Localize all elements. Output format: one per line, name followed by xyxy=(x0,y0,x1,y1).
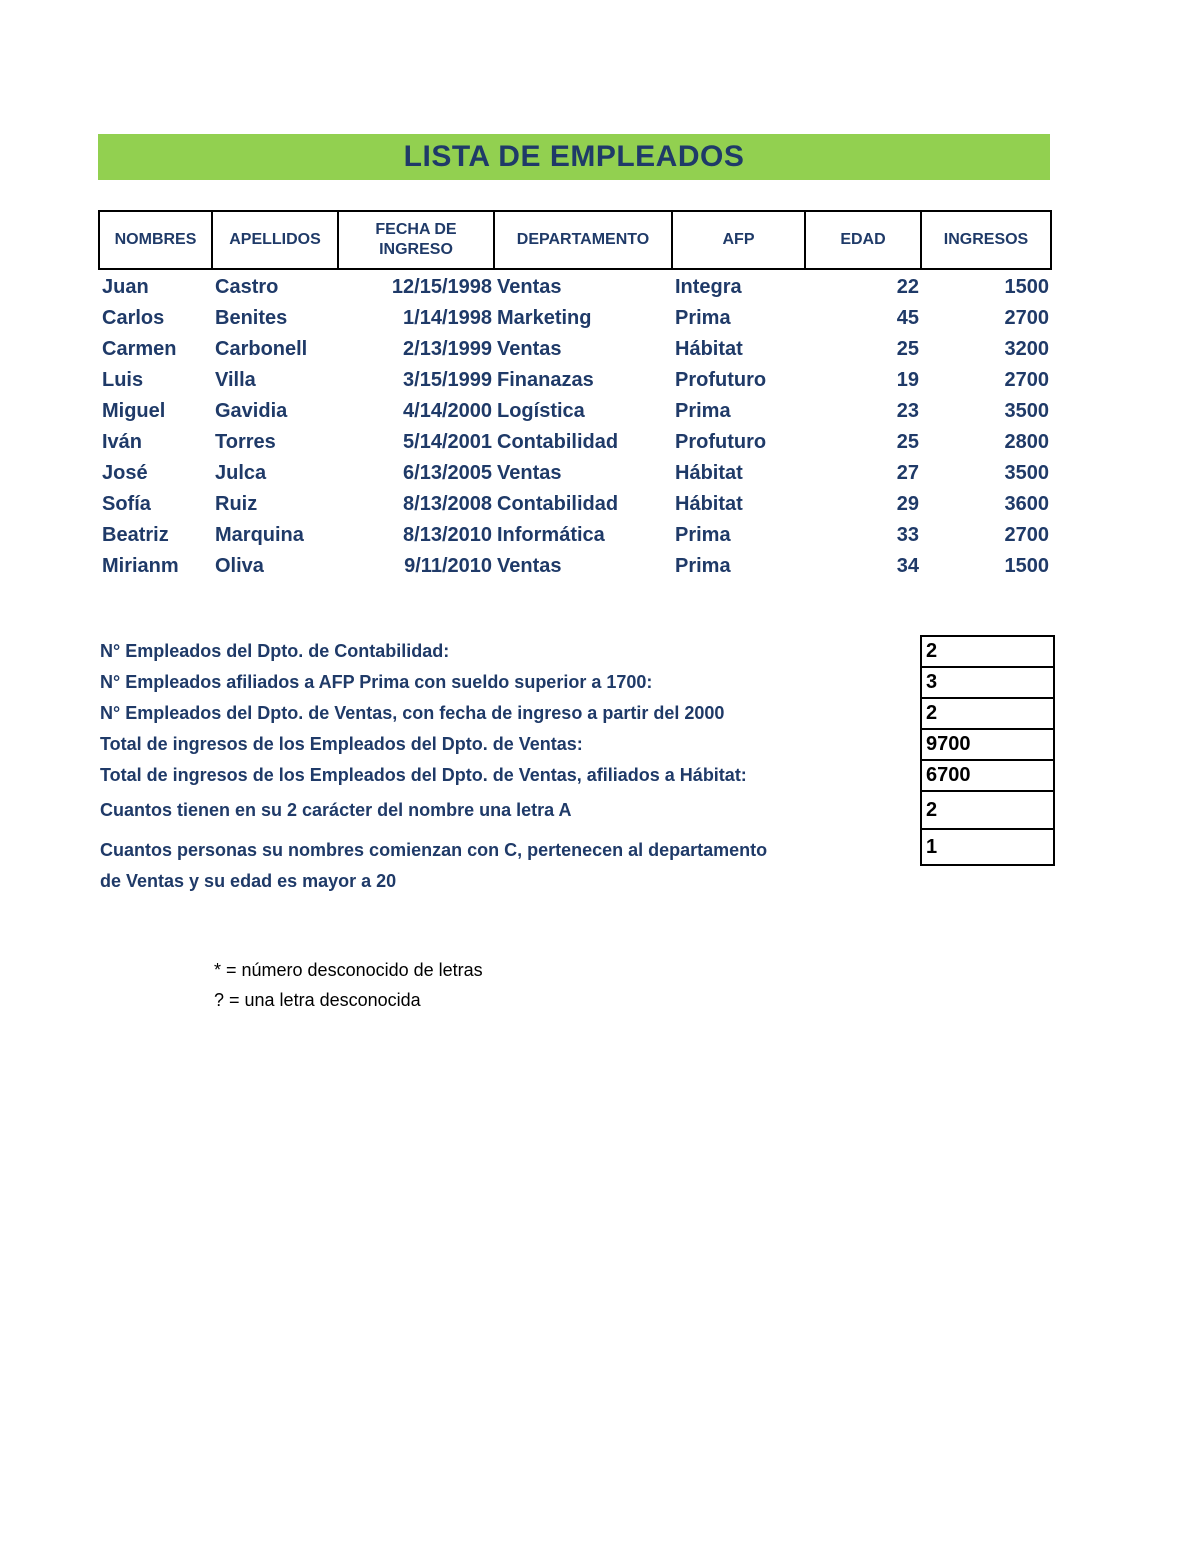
cell-afp[interactable]: Prima xyxy=(675,555,731,577)
cell-afp[interactable]: Prima xyxy=(675,400,731,422)
cell-ingresos[interactable]: 1500 xyxy=(1004,276,1049,298)
header-departamento: DEPARTAMENTO xyxy=(494,211,672,269)
cell-apellido[interactable]: Marquina xyxy=(215,524,304,546)
question-label-multiline xyxy=(100,829,900,897)
table-row xyxy=(99,365,1051,396)
cell-nombre[interactable]: Mirianm xyxy=(102,555,179,577)
table-row xyxy=(99,303,1051,334)
cell-apellido[interactable]: Carbonell xyxy=(215,338,308,360)
cell-afp[interactable]: Hábitat xyxy=(675,493,743,515)
question-label: N° Empleados del Dpto. de Ventas, con fecha de ingreso a partir del 2000 xyxy=(100,703,725,723)
cell-fecha[interactable]: 6/13/2005 xyxy=(403,462,492,484)
cell-departamento[interactable]: Contabilidad xyxy=(497,431,619,453)
cell-ingresos[interactable]: 1500 xyxy=(1004,555,1049,577)
cell-departamento[interactable]: Ventas xyxy=(497,276,562,298)
header-row xyxy=(99,211,1051,269)
question-label: N° Empleados del Dpto. de Contabilidad: xyxy=(100,641,450,661)
cell-nombre[interactable]: José xyxy=(102,462,148,484)
table-row xyxy=(99,520,1051,551)
cell-apellido[interactable]: Castro xyxy=(215,276,279,298)
question-label: N° Empleados afiliados a AFP Prima con sueldo superior a 1700: xyxy=(100,672,653,692)
cell-apellido[interactable]: Oliva xyxy=(215,555,264,577)
cell-departamento[interactable]: Logística xyxy=(497,400,585,422)
cell-departamento[interactable]: Ventas xyxy=(497,555,562,577)
legend-asterisk: * = número desconocido de letras xyxy=(214,960,483,980)
cell-edad[interactable]: 34 xyxy=(896,555,919,577)
header-edad: EDAD xyxy=(805,211,921,269)
cell-nombre[interactable]: Carlos xyxy=(102,307,165,329)
cell-afp[interactable]: Hábitat xyxy=(675,338,743,360)
cell-edad[interactable]: 25 xyxy=(896,338,919,360)
answer-cell[interactable]: 2 xyxy=(922,792,1053,830)
table-row xyxy=(99,489,1051,520)
cell-afp[interactable]: Prima xyxy=(675,307,731,329)
cell-edad[interactable]: 33 xyxy=(896,524,919,546)
cell-nombre[interactable]: Beatriz xyxy=(102,524,169,546)
cell-nombre[interactable]: Juan xyxy=(102,276,149,298)
table-row xyxy=(99,396,1051,427)
answer-cell[interactable]: 9700 xyxy=(922,730,1053,761)
cell-ingresos[interactable]: 3600 xyxy=(1004,493,1049,515)
questions-list xyxy=(100,636,900,897)
cell-fecha[interactable]: 1/14/1998 xyxy=(403,307,492,329)
header-ingresos: INGRESOS xyxy=(921,211,1051,269)
sheet-title-banner xyxy=(98,134,1050,180)
cell-departamento[interactable]: Marketing xyxy=(497,307,592,329)
cell-edad[interactable]: 45 xyxy=(896,307,919,329)
cell-afp[interactable]: Profuturo xyxy=(675,431,767,453)
cell-afp[interactable]: Hábitat xyxy=(675,462,743,484)
cell-fecha[interactable]: 12/15/1998 xyxy=(391,276,492,298)
question-label: Total de ingresos de los Empleados del Dpto. de Ventas: xyxy=(100,734,583,754)
question-line: de Ventas y su edad es mayor a 20 xyxy=(100,871,397,891)
answer-cell[interactable]: 2 xyxy=(922,699,1053,730)
answers-column xyxy=(920,635,1055,866)
table-row xyxy=(99,551,1051,582)
header-afp: AFP xyxy=(672,211,805,269)
table-row xyxy=(99,427,1051,458)
cell-departamento[interactable]: Informática xyxy=(497,524,605,546)
cell-nombre[interactable]: Iván xyxy=(102,431,143,453)
cell-fecha[interactable]: 5/14/2001 xyxy=(403,431,492,453)
cell-apellido[interactable]: Gavidia xyxy=(215,400,288,422)
question-label: Cuantos tienen en su 2 carácter del nombre una letra A xyxy=(100,799,572,820)
table-row xyxy=(99,334,1051,365)
cell-nombre[interactable]: Carmen xyxy=(102,338,177,360)
answer-cell[interactable]: 3 xyxy=(922,668,1053,699)
cell-ingresos[interactable]: 2800 xyxy=(1004,431,1049,453)
cell-afp[interactable]: Profuturo xyxy=(675,369,767,391)
question-label: Total de ingresos de los Empleados del Dpto. de Ventas, afiliados a Hábitat: xyxy=(100,765,747,785)
cell-edad[interactable]: 19 xyxy=(896,369,919,391)
cell-apellido[interactable]: Benites xyxy=(215,307,288,329)
cell-apellido[interactable]: Julca xyxy=(215,462,267,484)
cell-edad[interactable]: 25 xyxy=(896,431,919,453)
cell-edad[interactable]: 23 xyxy=(896,400,919,422)
answer-cell[interactable]: 1 xyxy=(922,830,1053,866)
cell-fecha[interactable]: 3/15/1999 xyxy=(403,369,492,391)
cell-apellido[interactable]: Villa xyxy=(215,369,256,391)
cell-departamento[interactable]: Finanazas xyxy=(497,369,594,391)
cell-nombre[interactable]: Luis xyxy=(102,369,144,391)
cell-ingresos[interactable]: 2700 xyxy=(1004,369,1049,391)
cell-ingresos[interactable]: 3500 xyxy=(1004,400,1049,422)
question-line: Cuantos personas su nombres comienzan con C, pertenecen al departamento xyxy=(100,840,768,860)
answer-cell[interactable]: 2 xyxy=(922,637,1053,668)
cell-afp[interactable]: Integra xyxy=(675,276,742,298)
cell-departamento[interactable]: Contabilidad xyxy=(497,493,619,515)
cell-departamento[interactable]: Ventas xyxy=(497,338,562,360)
cell-apellido[interactable]: Torres xyxy=(215,431,276,453)
header-apellidos: APELLIDOS xyxy=(212,211,338,269)
legend-question-mark: ? = una letra desconocida xyxy=(214,990,421,1010)
cell-ingresos[interactable]: 2700 xyxy=(1004,524,1049,546)
cell-fecha[interactable]: 2/13/1999 xyxy=(403,338,492,360)
cell-fecha[interactable]: 4/14/2000 xyxy=(403,400,492,422)
cell-departamento[interactable]: Ventas xyxy=(497,462,562,484)
cell-ingresos[interactable]: 3200 xyxy=(1004,338,1049,360)
employee-table xyxy=(98,210,1052,582)
cell-fecha[interactable]: 9/11/2010 xyxy=(404,555,492,577)
cell-ingresos[interactable]: 2700 xyxy=(1004,307,1049,329)
cell-edad[interactable]: 29 xyxy=(896,493,919,515)
cell-apellido[interactable]: Ruiz xyxy=(215,493,258,515)
table-row xyxy=(99,269,1051,303)
header-nombres: NOMBRES xyxy=(99,211,212,269)
cell-fecha[interactable]: 8/13/2010 xyxy=(403,524,492,546)
wildcard-legend xyxy=(214,955,483,1015)
cell-nombre[interactable]: Miguel xyxy=(102,400,166,422)
answer-cell[interactable]: 6700 xyxy=(922,761,1053,792)
cell-afp[interactable]: Prima xyxy=(675,524,731,546)
sheet-title: LISTA DE EMPLEADOS xyxy=(403,140,745,173)
header-fecha-ingreso: FECHA DE INGRESO xyxy=(338,211,494,269)
cell-edad[interactable]: 22 xyxy=(896,276,919,298)
cell-ingresos[interactable]: 3500 xyxy=(1004,462,1049,484)
table-row xyxy=(99,458,1051,489)
cell-fecha[interactable]: 8/13/2008 xyxy=(403,493,492,515)
cell-edad[interactable]: 27 xyxy=(896,462,919,484)
cell-nombre[interactable]: Sofía xyxy=(102,493,151,515)
